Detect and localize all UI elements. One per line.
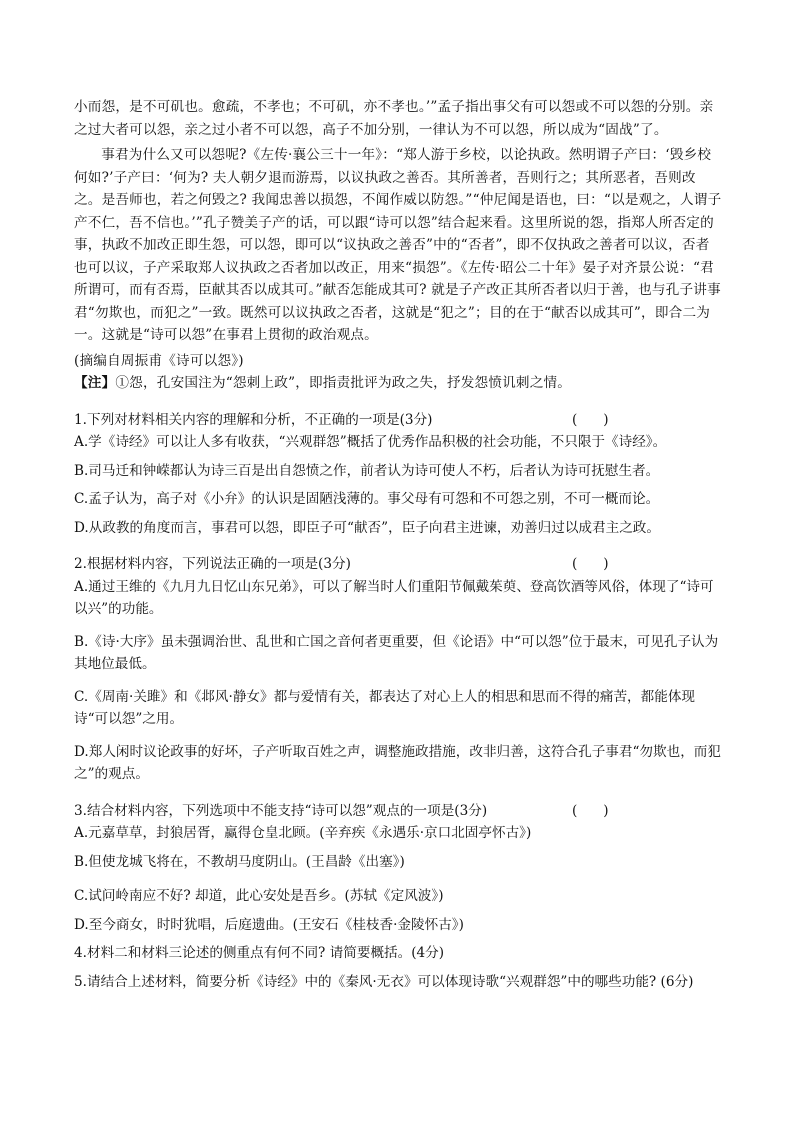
question-2-option-d: D.郑人闲时议论政事的好坏，子产听取百姓之声，调整施政措施，改非归善，这符合孔子事君“勿欺也，而犯之”的观点。 bbox=[74, 743, 721, 782]
annotation-note bbox=[74, 372, 722, 395]
question-2-stem: 2.根据材料内容，下列说法正确的一项是(3分) bbox=[74, 556, 351, 572]
answer-blank[interactable]: ( ) bbox=[572, 802, 609, 819]
note-text: ①怨，孔安国注为“怨刺上政”，即指责批评为政之失，抒发怨愤讥刺之情。 bbox=[115, 375, 572, 391]
question-3-option-c: C.试问岭南应不好? 却道，此心安处是吾乡。(苏轼《定风波》) bbox=[74, 888, 444, 904]
question-2-option-c: C.《周南·关雎》和《邶风·静女》都与爱情有关，都表达了对心上人的相思和思而不得的痛苦，都能体现诗“可以怨”之用。 bbox=[74, 688, 696, 727]
passage-paragraph-1: 小而怨，是不可矶也。愈疏，不孝也；不可矶，亦不孝也。’”孟子指出事父有可以怨或不可以怨的分别。亲之过大者可以怨，亲之过小者不可以怨，高子不加分别，一律认为不可以怨，所以成为“固战”了。 bbox=[74, 99, 714, 138]
question-5-stem: 5.请结合上述材料，简要分析《诗经》中的《秦风·无衣》可以体现诗歌“兴观群怨”中的哪些功能? (6分) bbox=[74, 973, 694, 990]
question-1-option-c: C.孟子认为，高子对《小弁》的认识是固陋浅薄的。事父母有可怨和不可怨之别，不可一概而论。 bbox=[74, 491, 660, 507]
question-1 bbox=[74, 409, 722, 540]
question-2 bbox=[74, 553, 722, 786]
document-page bbox=[74, 96, 722, 993]
source-citation: (摘编自周振甫《诗可以怨》) bbox=[74, 352, 244, 369]
question-3-option-b: B.但使龙城飞将在，不教胡马度阴山。(王昌龄《出塞》) bbox=[74, 853, 405, 870]
question-2-option-a: A.通过王维的《九月九日忆山东兄弟》，可以了解当时人们重阳节佩戴茱萸、登高饮酒等风俗，体现了“诗可以兴”的功能。 bbox=[74, 578, 714, 617]
question-1-option-d: D.从政教的角度而言，事君可以怨，即臣子可“献否”，臣子向君主进谏，劝善归过以成君主之政。 bbox=[74, 519, 660, 536]
question-1-stem: 1.下列对材料相关内容的理解和分析，不正确的一项是(3分) bbox=[74, 411, 433, 428]
question-3-option-d: D.至今商女，时时犹唱，后庭遗曲。(王安石《桂枝香·金陵怀古》) bbox=[74, 916, 464, 933]
question-3 bbox=[74, 800, 722, 937]
answer-blank[interactable]: ( ) bbox=[572, 411, 609, 428]
question-1-option-b: B.司马迁和钟嵘都认为诗三百是出自怨愤之作，前者认为诗可使人不朽，后者认为诗可抚慰生者。 bbox=[74, 462, 660, 479]
question-1-option-a: A.学《诗经》可以让人多有收获，“兴观群怨”概括了优秀作品积极的社会功能，不只限于《诗经》。 bbox=[74, 434, 667, 450]
passage-paragraph-2: 事君为什么又可以怨呢?《左传·襄公三十一年》：“郑人游于乡校，以论执政。然明谓子产曰：‘毁乡校何如?’子产曰：‘何为? 夫人朝夕退而游焉，以议执政之善否。其所善者，吾则行之；其所恶者，吾则改之。是吾师也，若之何毁之? 我闻忠善以损怨，不闻作威以防怨。”“仲尼闻是语也，曰：“以是观之，人谓子产不仁，吾不信也。’”孔子赞美子产的话，可以跟“诗可以怨”结合起来看。这里所说的怨，指郑人所否定的事，执政不加改正即生怨，可以怨，即可以“议执政之善否”中的“否者”，即不仅执政之善者可以议，否者也可以议，子产采取郑人议执政之否者加以改正，用来“损怨”。《左传·昭公二十年》晏子对齐景公说：“君所谓可，而有否焉，臣献其否以成其可。”献否怎能成其可? 就是子产改正其所否者以归于善，也与孔子讲事君“勿欺也，而犯之”一致。既然可以议执政之否者，这就是“犯之”；目的在于“献否以成其可”，即合二为一。这就是“诗可以怨”在事君上贯彻的政治观点。 bbox=[74, 147, 722, 343]
question-3-option-a: A.元嘉草草，封狼居胥，赢得仓皇北顾。(辛弃疾《永遇乐·京口北固亭怀古》) bbox=[74, 825, 532, 841]
note-label: 【注】 bbox=[74, 375, 116, 391]
question-4-stem: 4.材料二和材料三论述的侧重点有何不同? 请简要概括。(4分) bbox=[74, 945, 445, 961]
question-2-option-b: B.《诗·大序》虽未强调治世、乱世和亡国之音何者更重要，但《论语》中“可以怨”位于最末，可见孔子认为其地位最低。 bbox=[74, 633, 719, 672]
answer-blank[interactable]: ( ) bbox=[572, 556, 609, 572]
question-3-stem: 3.结合材料内容，下列选项中不能支持“诗可以怨”观点的一项是(3分) bbox=[74, 802, 488, 819]
